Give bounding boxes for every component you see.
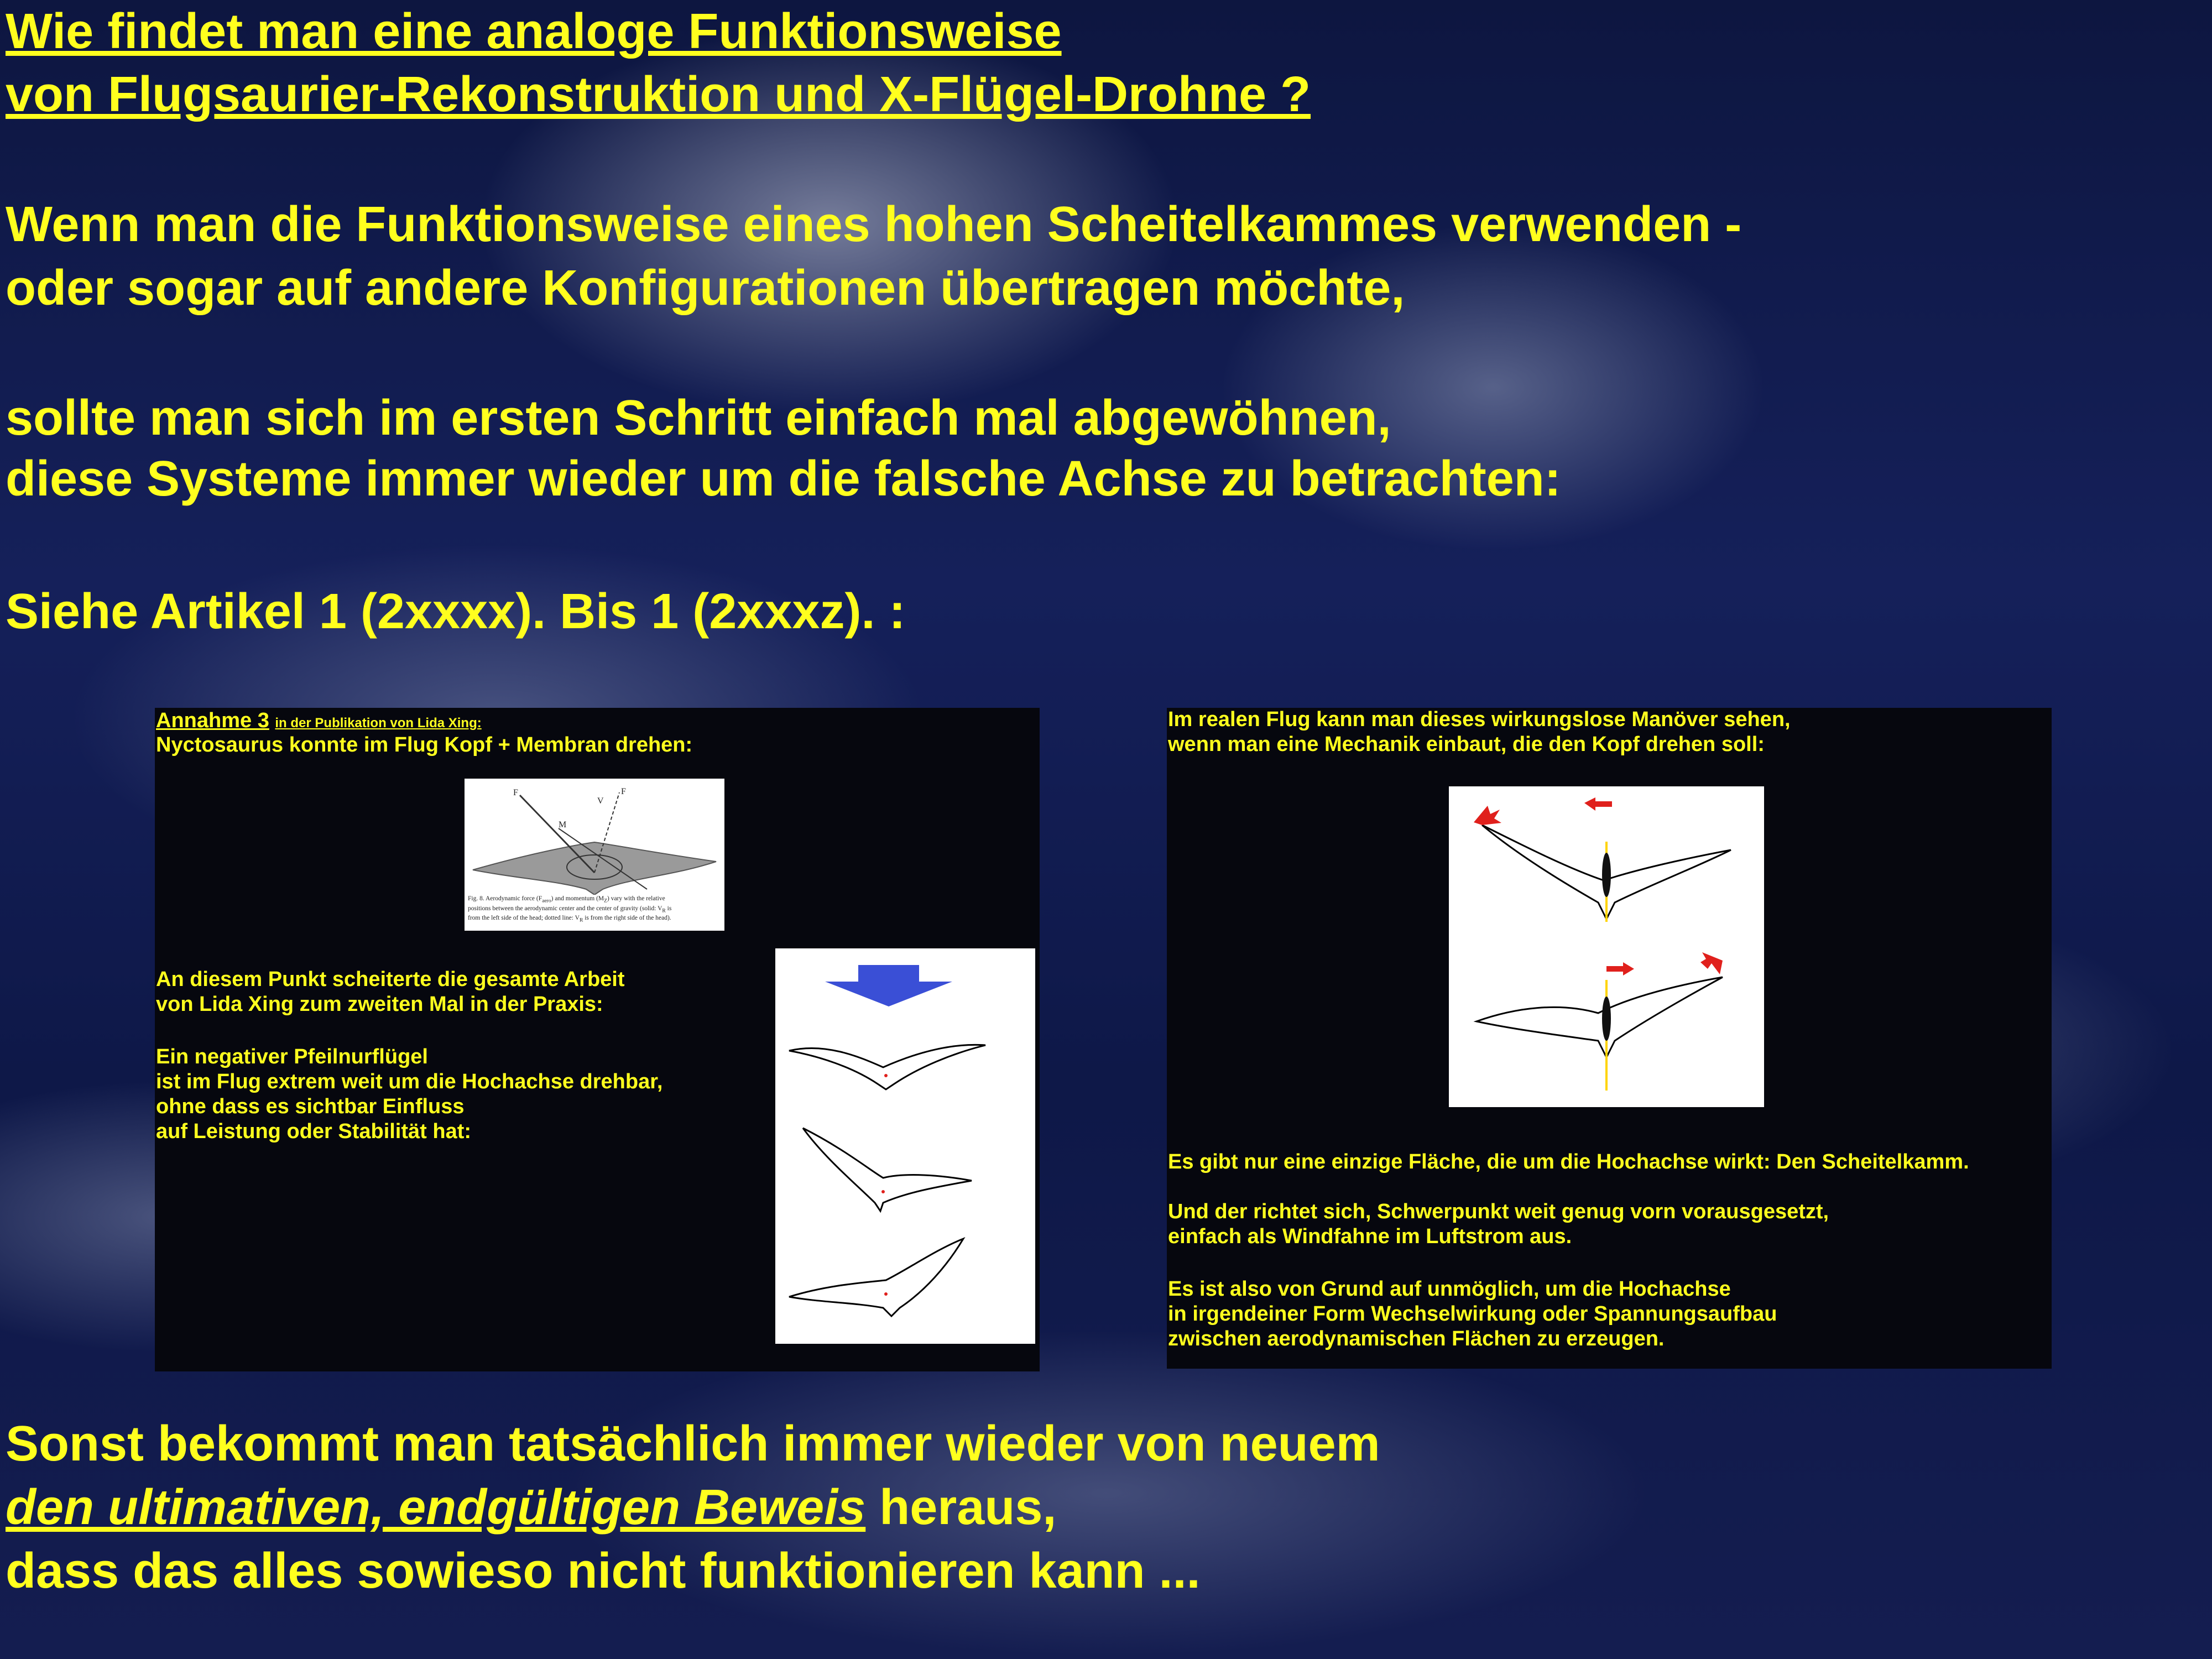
conclusion-line-3: dass das alles sowieso nicht funktionieren kann ...: [6, 1543, 1201, 1599]
conclusion-line-2: [6, 1479, 1056, 1537]
wing-position-3: [789, 1239, 963, 1316]
wing-line-3: ohne dass es sichtbar Einfluss: [156, 1095, 465, 1118]
annahme-source: in der Publikation von Lida Xing:: [275, 716, 482, 731]
blue-down-arrow: [825, 965, 952, 1006]
intro-p2-line1: sollte man sich im ersten Schritt einfach mal abgewöhnen,: [6, 390, 1391, 446]
intro-p1-line2: oder sogar auf andere Konfigurationen übertragen möchte,: [6, 260, 1405, 316]
wing-line-2: ist im Flug extrem weit um die Hochachse drehbar,: [156, 1070, 663, 1093]
real-flight-line-2: wenn man eine Mechanik einbaut, die den Kopf drehen soll:: [1168, 733, 1765, 756]
intro-p2-line2: diese Systeme immer wieder um die falsche Achse zu betrachten:: [6, 451, 1561, 507]
svg-text:V: V: [597, 796, 604, 806]
impossible-line-2: in irgendeiner Form Wechselwirkung oder Spannungsaufbau: [1168, 1302, 1777, 1326]
glider-top: [1474, 797, 1731, 922]
svg-text:F: F: [621, 787, 626, 796]
wing-position-2: [803, 1128, 972, 1211]
annahme-label: Annahme 3: [156, 709, 269, 732]
intro-p3: Siehe Artikel 1 (2xxxx). Bis 1 (2xxxz). :: [6, 584, 906, 639]
vane-line-2: einfach als Windfahne im Luftstrom aus.: [1168, 1225, 1572, 1248]
title-line-2: von Flugsaurier-Rekonstruktion und X-Flügel-Drohne ?: [6, 67, 1311, 122]
red-arrow-head-left: [1584, 797, 1612, 811]
paper-figure: [465, 779, 724, 931]
left-panel: [155, 708, 1040, 1371]
red-arrow-wingtip-left: [1474, 806, 1501, 825]
conclusion-line-1: Sonst bekommt man tatsächlich immer wieder von neuem: [6, 1416, 1380, 1472]
svg-text:F: F: [513, 788, 518, 797]
conclusion-line-2-rest: heraus,: [865, 1480, 1057, 1535]
head-rotation-diagram: [1449, 786, 1764, 1107]
head-rotation-figure: [1449, 786, 1764, 1107]
impossible-line-1: Es ist also von Grund auf unmöglich, um die Hochachse: [1168, 1277, 1731, 1301]
pterosaur-force-diagram: [465, 779, 724, 895]
annahme-heading: [156, 709, 482, 733]
right-panel: [1167, 708, 2052, 1369]
conclusion-emphasis: den ultimativen, endgültigen Beweis: [6, 1480, 866, 1535]
crest-line: Es gibt nur eine einzige Fläche, die um die Hochachse wirkt: Den Scheitelkamm.: [1168, 1150, 1969, 1173]
real-flight-line-1: Im realen Flug kann man dieses wirkungslose Manöver sehen,: [1168, 708, 1791, 731]
wing-line-1: Ein negativer Pfeilnurflügel: [156, 1045, 428, 1068]
fail-line-2: von Lida Xing zum zweiten Mal in der Praxis:: [156, 993, 603, 1016]
rotating-wing-figure: [775, 948, 1035, 1344]
vane-line-1: Und der richtet sich, Schwerpunkt weit genug vorn vorausgesetzt,: [1168, 1200, 1829, 1223]
figure-caption: Fig. 8. Aerodynamic force $(F_{aero})$ and momentum $(M_Z)$ vary with the relative positions between the aerodynamic center and the center of gravity (solid: $V_R$ is from the left side of the head; dotted line: $V_R$ is from the right side of the head).: [468, 895, 672, 924]
nyctosaurus-line: Nyctosaurus konnte im Flug Kopf + Membran drehen:: [156, 733, 693, 757]
wing-position-1: [789, 1045, 985, 1089]
intro-p1-line1: Wenn man die Funktionsweise eines hohen Scheitelkammes verwenden -: [6, 197, 1742, 252]
impossible-line-3: zwischen aerodynamischen Flächen zu erzeugen.: [1168, 1327, 1665, 1350]
svg-text:M: M: [559, 820, 567, 830]
fail-line-1: An diesem Punkt scheiterte die gesamte Arbeit: [156, 968, 625, 991]
red-arrow-head-right: [1606, 962, 1634, 975]
wing-rotation-diagram: [775, 948, 1035, 1344]
glider-bottom: [1477, 952, 1723, 1091]
title-line-1: Wie findet man eine analoge Funktionsweise: [6, 4, 1062, 59]
wing-line-4: auf Leistung oder Stabilität hat:: [156, 1120, 472, 1143]
red-arrow-wingtip-right: [1700, 952, 1723, 974]
